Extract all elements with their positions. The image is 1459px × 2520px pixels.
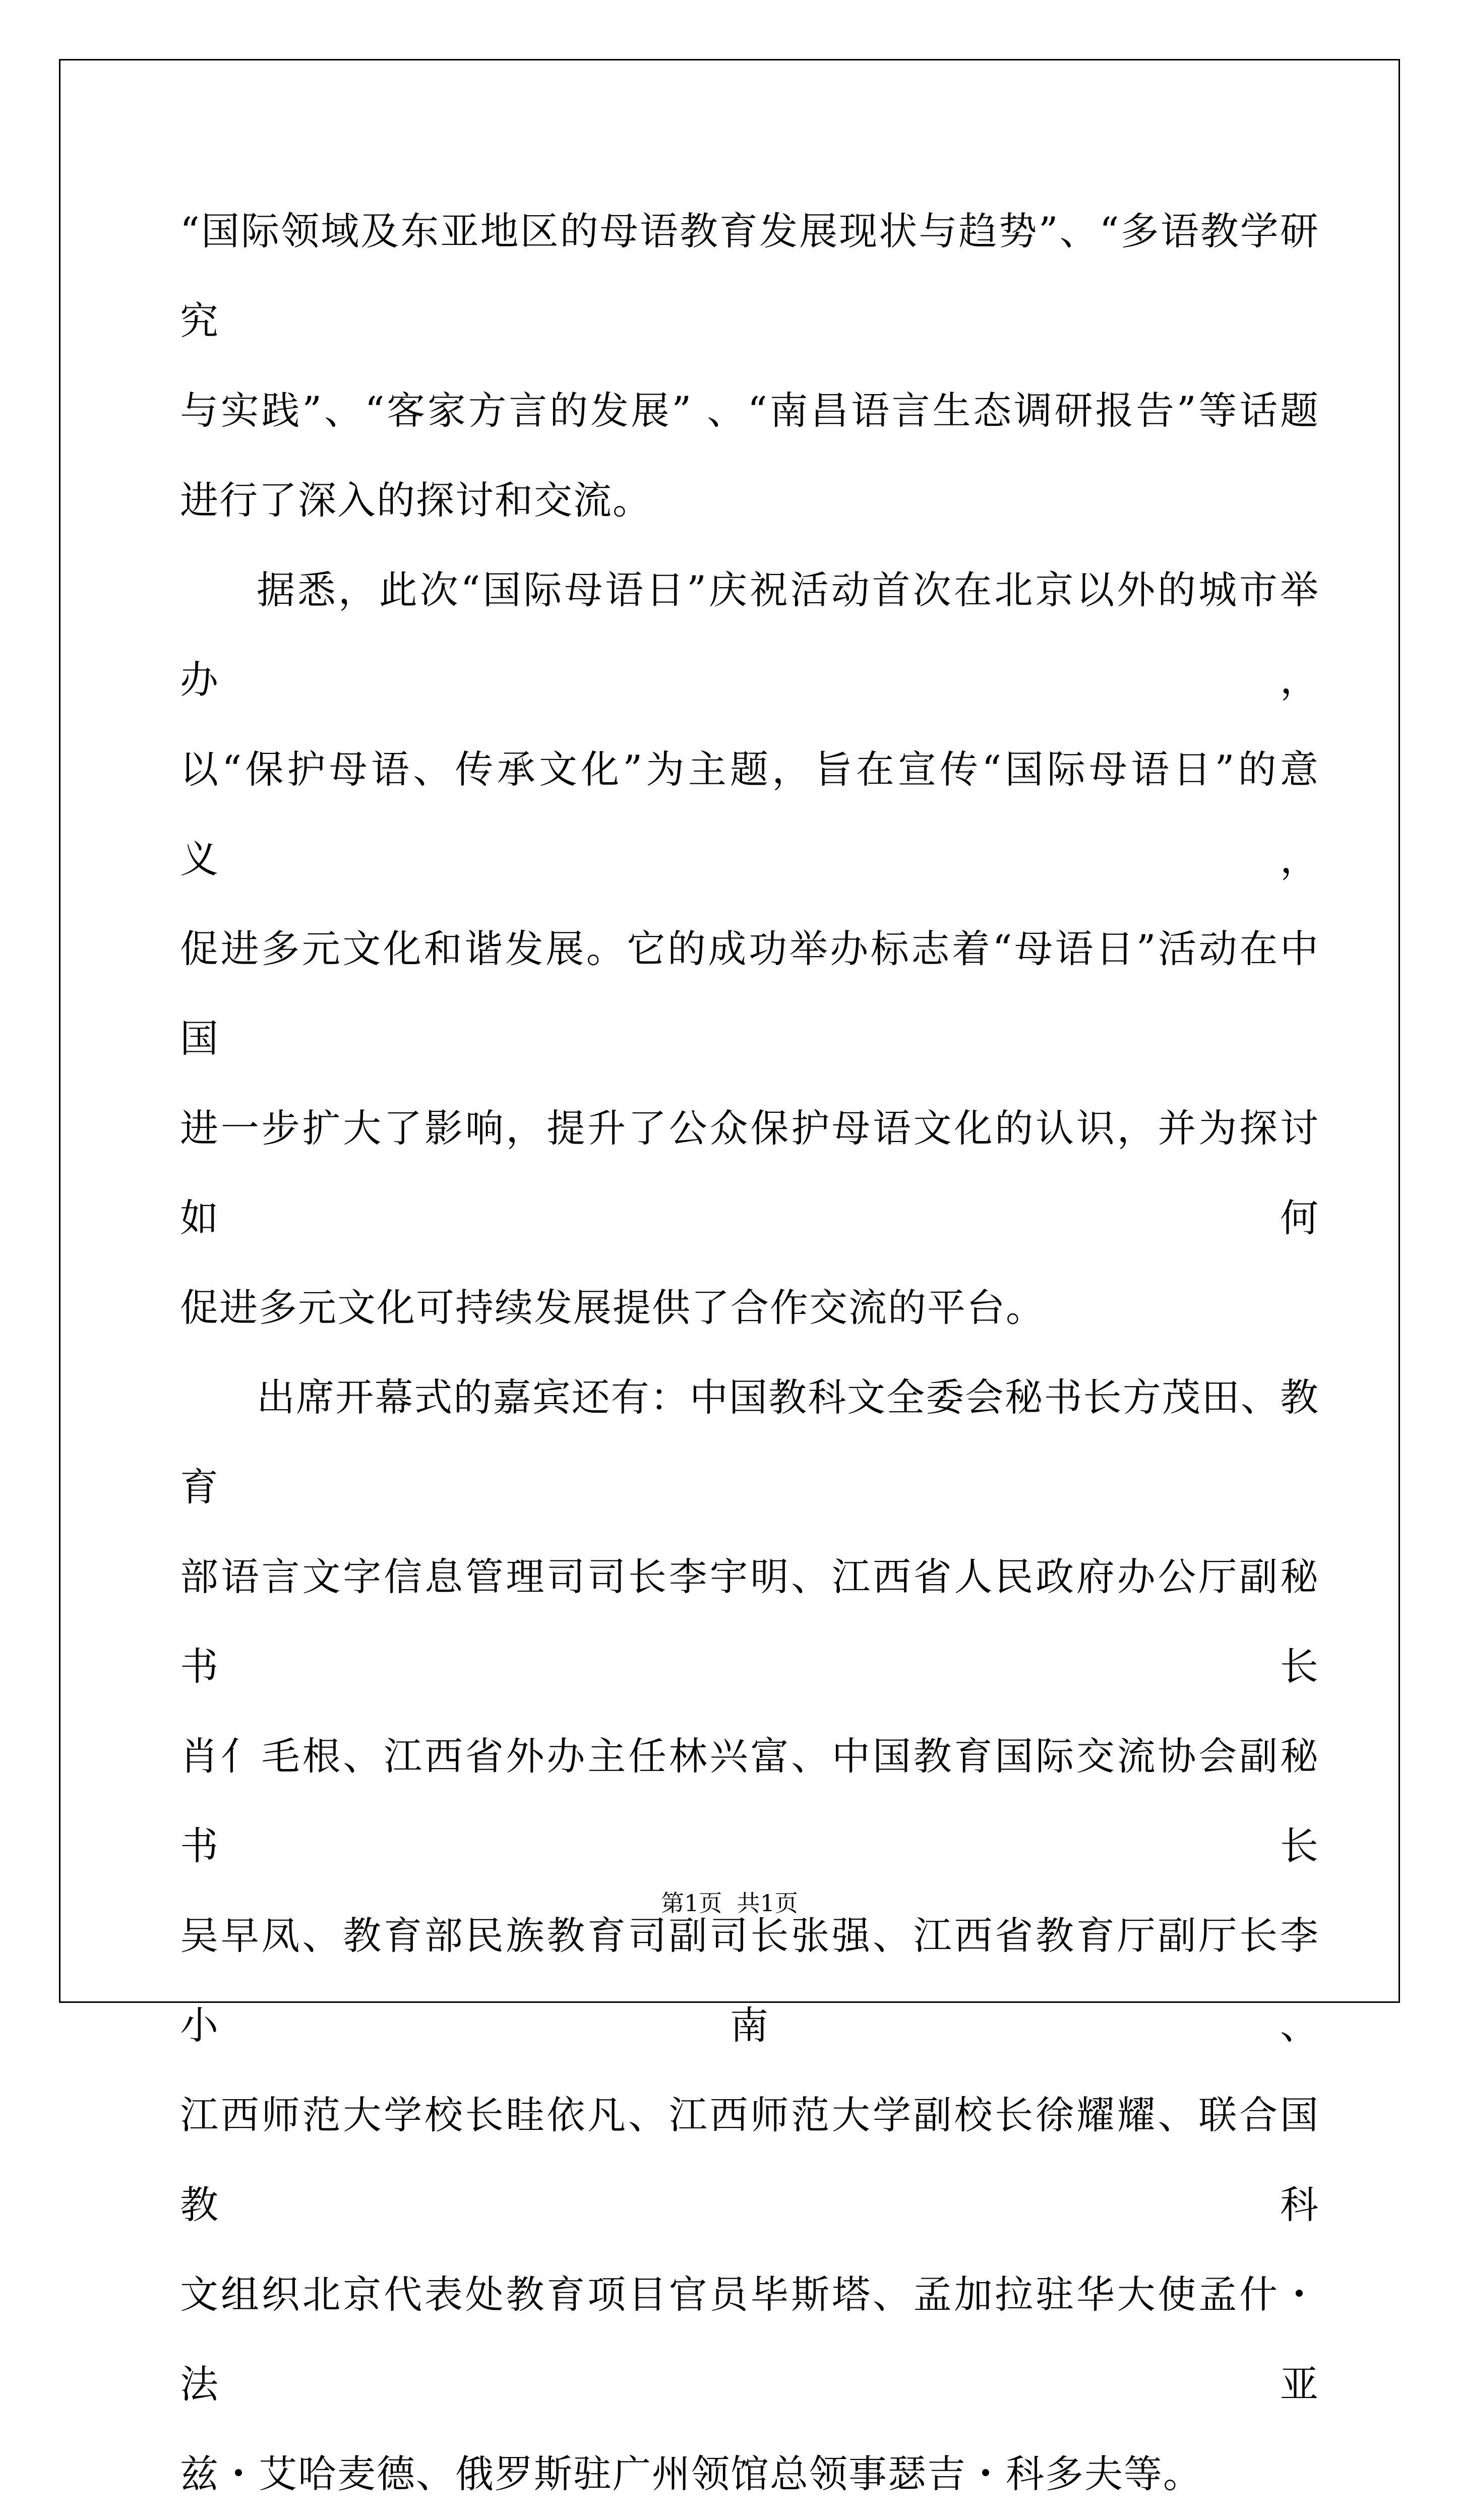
text-line: 促进多元文化可持续发展提供了合作交流的平台。 <box>180 1285 1045 1330</box>
text-line: 部语言文字信息管理司司长李宇明、江西省人民政府办公厅副秘书长 <box>180 1554 1319 1689</box>
text-line: 吴早凤、教育部民族教育司副司长张强、江西省教育厅副厅长李小南、 <box>180 1913 1319 2048</box>
text-line: 与实践”、“客家方言的发展” 、“南昌语言生态调研报告”等话题 <box>180 388 1319 433</box>
text-line: “国际领域及东亚地区的母语教育发展现状与趋势”、“多语教学研究 <box>180 209 1319 343</box>
text-line: 出席开幕式的嘉宾还有：中国教科文全委会秘书长方茂田、教育 <box>180 1375 1319 1509</box>
text-line: 兹・艾哈麦德、俄罗斯驻广州领馆总领事瑟吉・科多夫等。 <box>180 2451 1202 2496</box>
text-line: 进行了深入的探讨和交流。 <box>180 478 652 523</box>
document-body <box>180 186 1319 2520</box>
section-heading <box>180 2519 1319 2520</box>
text-line: 进一步扩大了影响，提升了公众保护母语文化的认识，并为探讨如何 <box>180 1106 1319 1240</box>
text-line: 江西师范大学校长眭依凡、江西师范大学副校长徐耀耀、联合国教科 <box>180 2093 1319 2227</box>
text-line: 肖亻毛根、江西省外办主任林兴富、中国教育国际交流协会副秘书长 <box>180 1734 1319 1868</box>
text-line: 文组织北京代表处教育项目官员毕斯塔、孟加拉驻华大使孟什・法亚 <box>180 2272 1319 2407</box>
page-footer: 第1页 共1页 <box>661 1889 798 1917</box>
text-line: 以“保护母语、传承文化”为主题，旨在宣传“国际母语日”的意义， <box>180 747 1319 881</box>
text-line: 据悉，此次“国际母语日”庆祝活动首次在北京以外的城市举办， <box>180 568 1319 702</box>
text-line: 促进多元文化和谐发展。它的成功举办标志着“母语日”活动在中国 <box>180 926 1319 1061</box>
